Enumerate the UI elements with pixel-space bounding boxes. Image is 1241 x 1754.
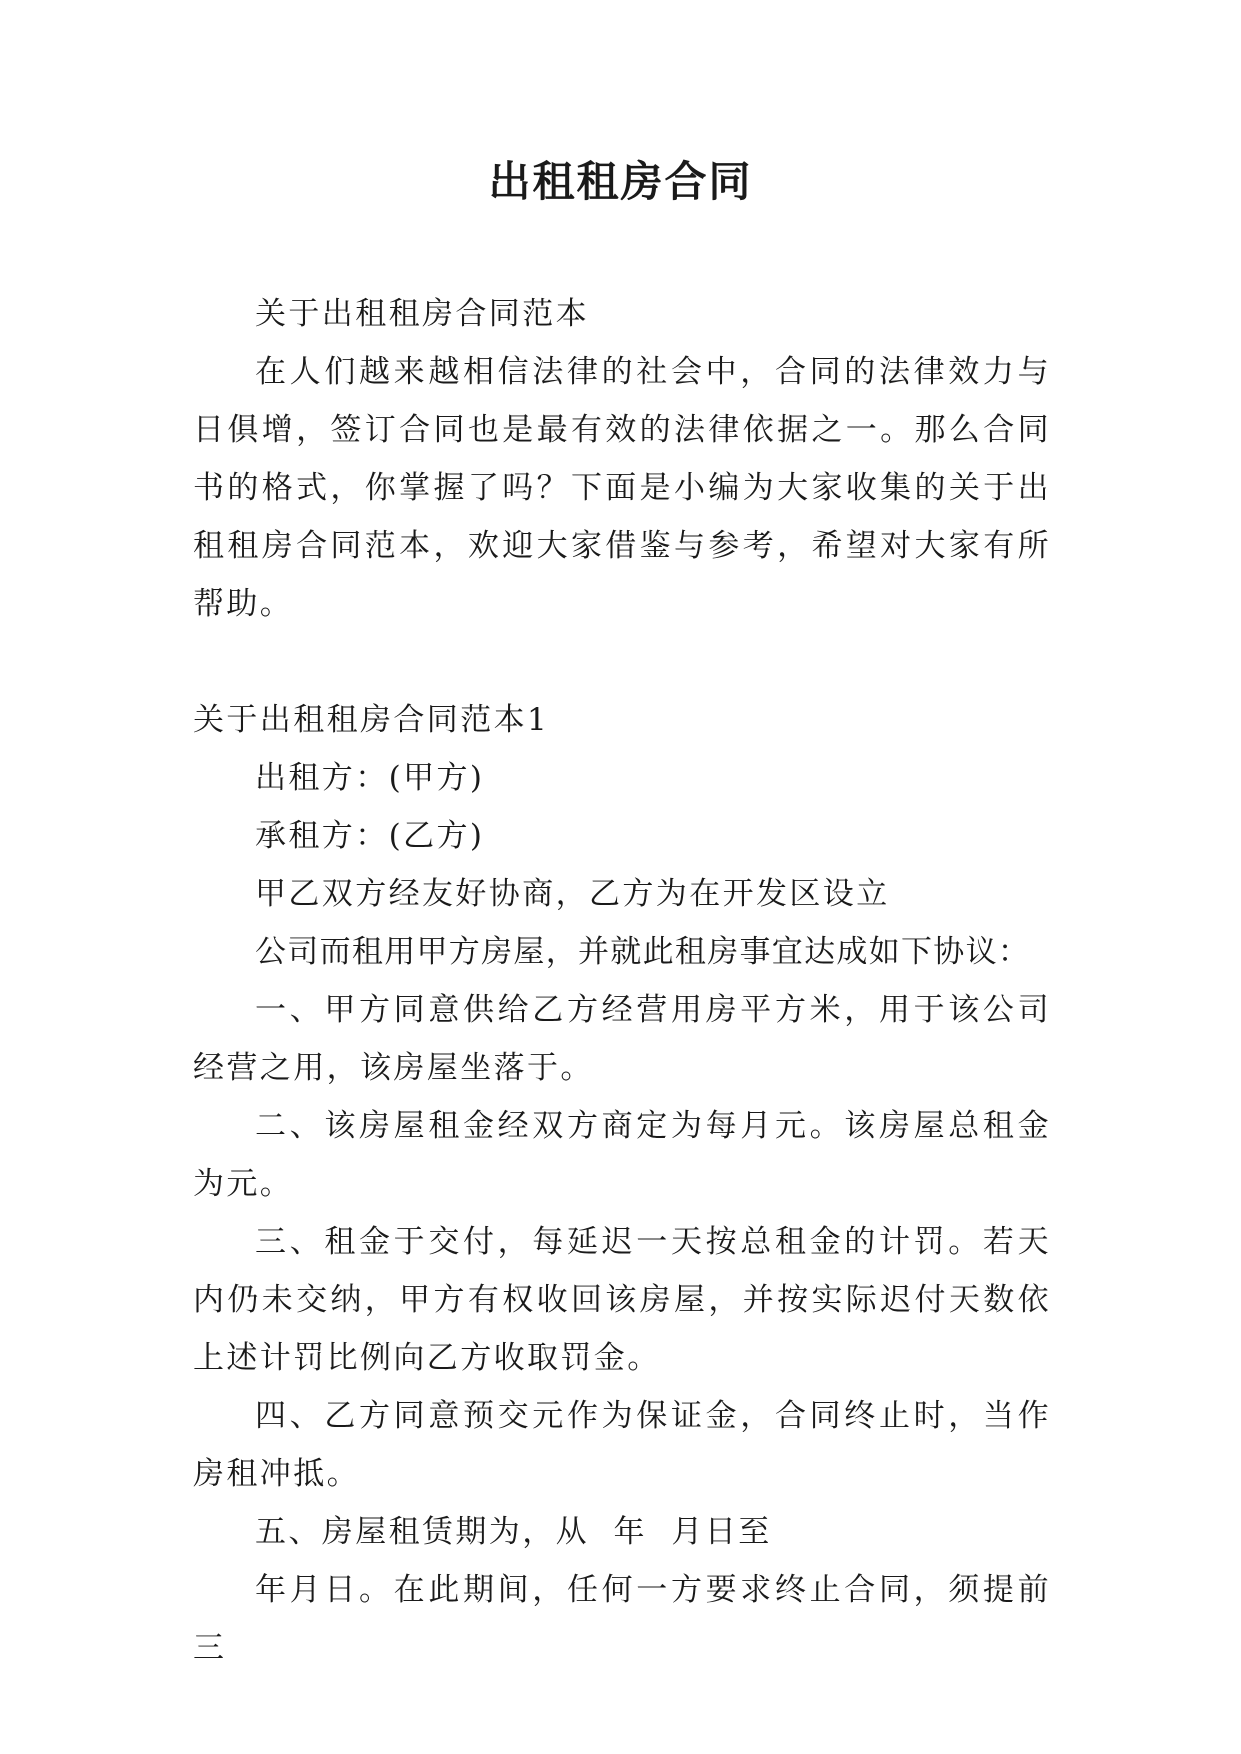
lessor-line: 出租方：(甲方) [255,760,485,796]
document-body [193,285,1051,1677]
agreement-preamble: 甲乙双方经友好协商，乙方为在开发区设立 [255,876,890,912]
lessee-line: 承租方：(乙方) [255,818,485,854]
agreement-preamble-cont: 公司而租用甲方房屋，并就此租房事宜达成如下协议： [255,934,1031,970]
sample-heading: 关于出租租房合同范本1 [193,702,550,738]
clause-4: 四、乙方同意预交元作为保证金，合同终止时，当作房租冲抵。 [193,1398,1051,1492]
section-spacer [193,633,1051,691]
clause-1: 一、甲方同意供给乙方经营用房平方米，用于该公司经营之用，该房屋坐落于。 [193,992,1051,1086]
clause-2: 二、该房屋租金经双方商定为每月元。该房屋总租金为元。 [193,1108,1051,1202]
clause-5: 五、房屋租赁期为，从 年 月日至 [255,1514,772,1550]
intro-heading: 关于出租租房合同范本 [255,296,589,332]
intro-paragraph: 在人们越来越相信法律的社会中，合同的法律效力与日俱增，签订合同也是最有效的法律依据之一。那么合同书的格式，你掌握了吗？下面是小编为大家收集的关于出租租房合同范本，欢迎大家借鉴与参考，希望对大家有所帮助。 [193,354,1051,622]
clause-3: 三、租金于交付，每延迟一天按总租金的计罚。若天内仍未交纳，甲方有权收回该房屋，并按实际迟付天数依上述计罚比例向乙方收取罚金。 [193,1224,1051,1376]
document-title: 出租租房合同 [488,157,753,206]
clause-5-cont: 年月日。在此期间，任何一方要求终止合同，须提前三 [193,1572,1051,1666]
